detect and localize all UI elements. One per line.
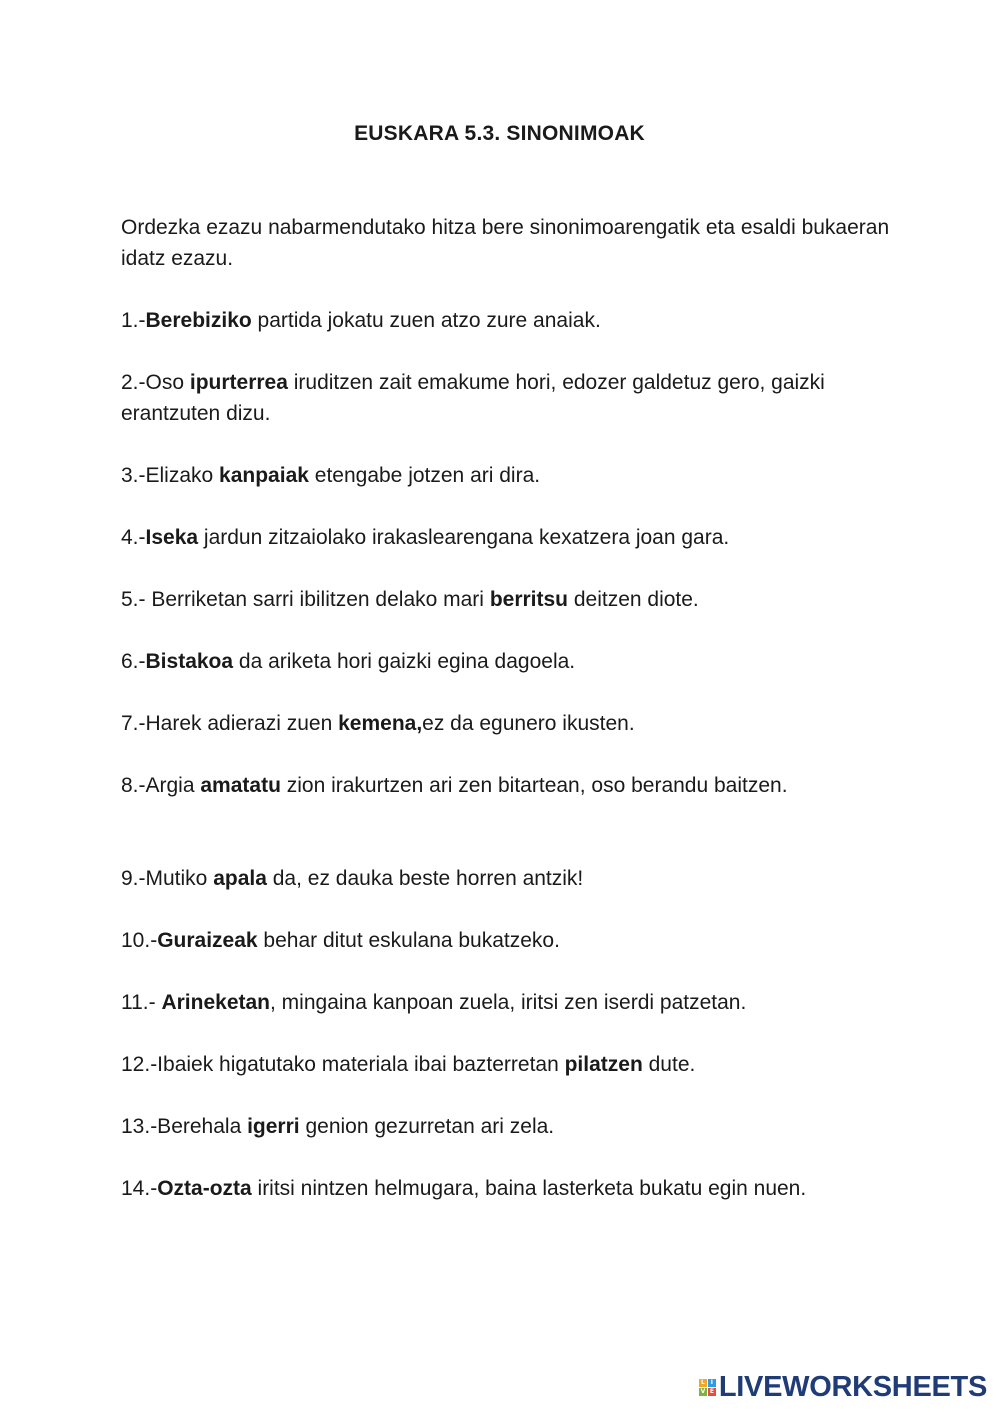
exercise-12: 12.-Ibaiek higatutako materiala ibai bazterretan pilatzen dute. xyxy=(121,1053,696,1076)
logo-square: L xyxy=(699,1379,707,1387)
logo-square: E xyxy=(709,1387,714,1395)
exercise-11: 11.- Arineketan, mingaina kanpoan zuela, iritsi zen iserdi patzetan. xyxy=(121,991,747,1014)
worksheet-body xyxy=(121,212,891,1235)
instructions: Ordezka ezazu nabarmendutako hitza bere sinonimoarengatik eta esaldi bukaeran idatz ezazu. xyxy=(121,216,890,270)
highlighted-word: ipurterrea xyxy=(189,371,288,394)
highlighted-word: kanpaiak xyxy=(219,464,309,487)
exercise-5: 5.- Berriketan sarri ibilitzen delako mari berritsu deitzen diote. xyxy=(121,588,699,611)
exercise-7: 7.-Harek adierazi zuen kemena,ez da egunero ikusten. xyxy=(121,712,635,735)
exercise-2: 2.-Oso ipurterrea iruditzen zait emakume hori, edozer galdetuz gero, gaizki erantzuten dizu. xyxy=(121,371,825,425)
exercise-3: 3.-Elizako kanpaiak etengabe jotzen ari dira. xyxy=(121,464,541,487)
highlighted-word: Guraizeak xyxy=(157,929,258,952)
exercise-13: 13.-Berehala igerri genion gezurretan ari zela. xyxy=(121,1115,555,1138)
logo-squares-icon xyxy=(699,1379,716,1396)
page-title: EUSKARA 5.3. SINONIMOAK xyxy=(354,122,645,145)
highlighted-word: amatatu xyxy=(200,774,281,797)
highlighted-word: Ozta-ozta xyxy=(157,1177,252,1200)
logo-square: V xyxy=(700,1387,706,1395)
exercise-1: 1.-Berebiziko partida jokatu zuen atzo zure anaiak. xyxy=(121,309,601,332)
highlighted-word: berritsu xyxy=(489,588,568,611)
highlighted-word: Berebiziko xyxy=(145,309,252,332)
exercise-10: 10.-Guraizeak behar ditut eskulana bukatzeko. xyxy=(121,929,560,952)
logo-square: I xyxy=(708,1379,716,1387)
highlighted-word: kemena, xyxy=(338,712,423,735)
highlighted-word: Arineketan xyxy=(161,991,271,1014)
exercise-14: 14.-Ozta-ozta iritsi nintzen helmugara, baina lasterketa bukatu egin nuen. xyxy=(121,1177,807,1200)
highlighted-word: Bistakoa xyxy=(145,650,234,673)
highlighted-word: Iseka xyxy=(145,526,199,549)
exercise-8: 8.-Argia amatatu zion irakurtzen ari zen bitartean, oso berandu baitzen. xyxy=(121,774,788,797)
highlighted-word: igerri xyxy=(247,1115,300,1138)
highlighted-word: apala xyxy=(213,867,267,890)
liveworksheets-logo xyxy=(699,1372,987,1402)
logo-text: LIVEWORKSHEETS xyxy=(718,1370,987,1403)
exercise-9: 9.-Mutiko apala da, ez dauka beste horren antzik! xyxy=(121,867,584,890)
highlighted-word: pilatzen xyxy=(564,1053,643,1076)
exercise-4: 4.-Iseka jardun zitzaiolako irakaslearengana kexatzera joan gara. xyxy=(121,526,730,549)
exercise-6: 6.-Bistakoa da ariketa hori gaizki egina dagoela. xyxy=(121,650,576,673)
